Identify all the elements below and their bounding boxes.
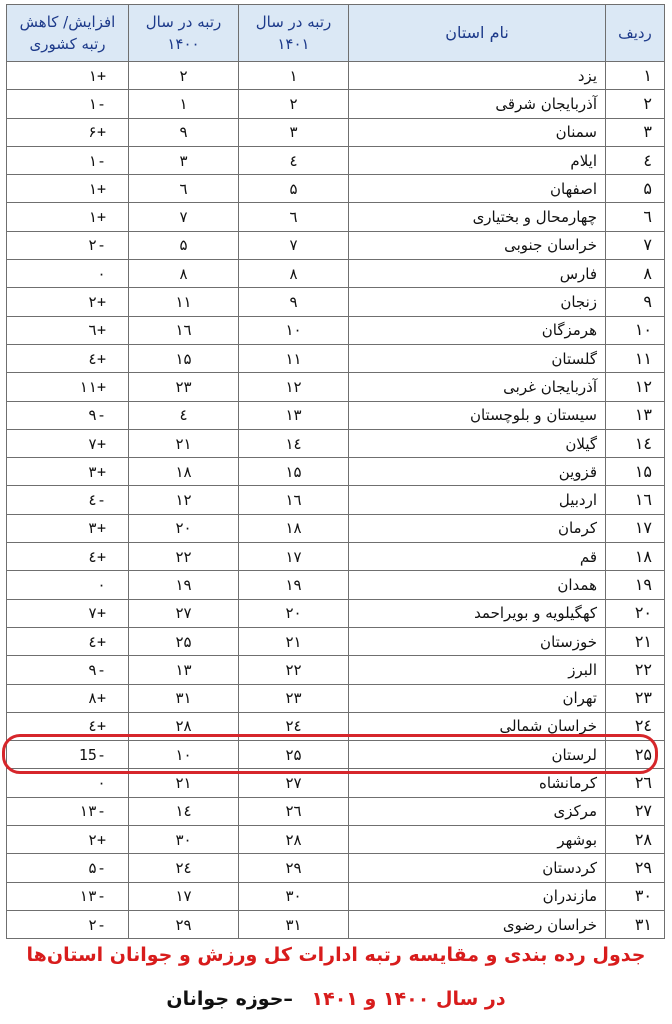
cell-rank-change: +٤ (7, 712, 129, 740)
cell-rank-1401: ۵ (239, 175, 349, 203)
cell-rank-1400: ۱٤ (129, 797, 239, 825)
cell-rank-change: +۳ (7, 514, 129, 542)
cell-province-name: اردبیل (349, 486, 606, 514)
cell-province-name: فارس (349, 260, 606, 288)
cell-rank-1400: ۱۰ (129, 741, 239, 769)
table-row (7, 373, 665, 401)
table-row (7, 486, 665, 514)
header-rank-1401-line1: رتبه در سال (255, 13, 332, 31)
cell-row-number: ۳۱ (606, 910, 665, 938)
cell-rank-change: -۹ (7, 401, 129, 429)
header-row-number: ردیف (606, 5, 665, 62)
cell-rank-1401: ۱۵ (239, 458, 349, 486)
cell-province-name: خراسان جنوبی (349, 231, 606, 259)
cell-province-name: خراسان رضوی (349, 910, 606, 938)
cell-row-number: ۱۱ (606, 344, 665, 372)
cell-rank-1401: ۲۸ (239, 826, 349, 854)
cell-row-number: ۲۱ (606, 627, 665, 655)
cell-row-number: ۳ (606, 118, 665, 146)
cell-row-number: ۱۵ (606, 458, 665, 486)
cell-rank-1400: ۵ (129, 231, 239, 259)
cell-rank-1401: ۲ (239, 90, 349, 118)
cell-rank-1400: ۲۱ (129, 769, 239, 797)
cell-rank-1400: ۲۸ (129, 712, 239, 740)
header-province-name: نام استان (349, 5, 606, 62)
cell-province-name: گیلان (349, 429, 606, 457)
cell-rank-1401: ۷ (239, 231, 349, 259)
table-row (7, 175, 665, 203)
cell-province-name: یزد (349, 62, 606, 90)
cell-rank-change: -۲ (7, 231, 129, 259)
table-row (7, 712, 665, 740)
cell-row-number: ۲۳ (606, 684, 665, 712)
cell-province-name: گلستان (349, 344, 606, 372)
cell-rank-1401: ۲۳ (239, 684, 349, 712)
table-row (7, 769, 665, 797)
cell-rank-1401: ۲۵ (239, 741, 349, 769)
caption-years: در سال ۱۴۰۰ و ۱۴۰۱ (311, 988, 506, 1010)
cell-row-number: ۲۵ (606, 741, 665, 769)
cell-province-name: چهارمحال و بختیاری (349, 203, 606, 231)
header-rank-1401 (239, 5, 349, 62)
cell-rank-change: +۲ (7, 288, 129, 316)
cell-rank-1400: ۳۰ (129, 826, 239, 854)
table-row (7, 429, 665, 457)
header-rank-change (7, 5, 129, 62)
cell-rank-1401: ۱۹ (239, 571, 349, 599)
table-row (7, 627, 665, 655)
cell-row-number: ۱۰ (606, 316, 665, 344)
header-rank-1400 (129, 5, 239, 62)
cell-row-number: ۱٦ (606, 486, 665, 514)
cell-rank-change: ۰ (7, 769, 129, 797)
cell-row-number: ۱۹ (606, 571, 665, 599)
cell-row-number: ۱ (606, 62, 665, 90)
cell-rank-1401: ۱۰ (239, 316, 349, 344)
ranking-table-container (6, 4, 664, 939)
cell-row-number: ۵ (606, 175, 665, 203)
cell-rank-change: -15 (7, 741, 129, 769)
cell-rank-1401: ۱۸ (239, 514, 349, 542)
cell-row-number: ۲۹ (606, 854, 665, 882)
cell-rank-change: -٤ (7, 486, 129, 514)
cell-rank-1400: ۱۱ (129, 288, 239, 316)
cell-rank-1401: ۱۷ (239, 543, 349, 571)
cell-rank-1400: ۲۷ (129, 599, 239, 627)
cell-rank-change: -۱ (7, 90, 129, 118)
cell-rank-1401: ٦ (239, 203, 349, 231)
cell-province-name: ایلام (349, 146, 606, 174)
cell-province-name: آذربایجان شرقی (349, 90, 606, 118)
cell-rank-1400: ۳۱ (129, 684, 239, 712)
cell-row-number: ۱۳ (606, 401, 665, 429)
table-header-row (7, 5, 665, 62)
cell-rank-change: +۸ (7, 684, 129, 712)
cell-rank-1401: ۳۰ (239, 882, 349, 910)
cell-rank-change: ۰ (7, 260, 129, 288)
cell-rank-1400: ۲۵ (129, 627, 239, 655)
cell-row-number: ٦ (606, 203, 665, 231)
table-caption-title: جدول رده بندی و مقایسه رتبه ادارات کل ورزش و جوانان استان‌ها (26, 944, 646, 966)
table-caption-subtitle (0, 988, 672, 1010)
cell-province-name: قزوین (349, 458, 606, 486)
cell-province-name: مازندران (349, 882, 606, 910)
cell-province-name: کهگیلویه و بویراحمد (349, 599, 606, 627)
table-row (7, 741, 665, 769)
cell-rank-change: +۱ (7, 62, 129, 90)
cell-row-number: ۲۸ (606, 826, 665, 854)
cell-rank-change: +٤ (7, 344, 129, 372)
table-row (7, 231, 665, 259)
caption-department: –حوزه جوانان (166, 988, 293, 1010)
cell-rank-change: +۷ (7, 429, 129, 457)
cell-row-number: ۳۰ (606, 882, 665, 910)
table-row (7, 854, 665, 882)
table-row (7, 316, 665, 344)
cell-rank-1400: ۸ (129, 260, 239, 288)
cell-row-number: ٤ (606, 146, 665, 174)
cell-rank-change: -۱۳ (7, 882, 129, 910)
cell-province-name: سمنان (349, 118, 606, 146)
cell-rank-1400: ۷ (129, 203, 239, 231)
cell-rank-1401: ۱۲ (239, 373, 349, 401)
cell-rank-1400: ۱۲ (129, 486, 239, 514)
cell-row-number: ۷ (606, 231, 665, 259)
cell-rank-1400: ۲۳ (129, 373, 239, 401)
table-row (7, 344, 665, 372)
table-body (7, 62, 665, 939)
table-row (7, 146, 665, 174)
table-row (7, 203, 665, 231)
table-row (7, 62, 665, 90)
cell-row-number: ۲٤ (606, 712, 665, 740)
table-row (7, 514, 665, 542)
cell-province-name: مرکزی (349, 797, 606, 825)
cell-rank-1400: ٦ (129, 175, 239, 203)
cell-rank-1401: ۸ (239, 260, 349, 288)
cell-province-name: لرستان (349, 741, 606, 769)
cell-row-number: ۱۲ (606, 373, 665, 401)
table-row (7, 90, 665, 118)
cell-rank-1401: ۹ (239, 288, 349, 316)
cell-rank-1400: ۱۸ (129, 458, 239, 486)
cell-rank-change: -۱ (7, 146, 129, 174)
table-row (7, 882, 665, 910)
cell-rank-1401: ۳۱ (239, 910, 349, 938)
cell-rank-change: ۰ (7, 571, 129, 599)
cell-province-name: خراسان شمالی (349, 712, 606, 740)
cell-rank-1401: ۲۲ (239, 656, 349, 684)
table-row (7, 260, 665, 288)
cell-row-number: ۲٦ (606, 769, 665, 797)
cell-rank-change: -۵ (7, 854, 129, 882)
cell-rank-1401: ۱٦ (239, 486, 349, 514)
cell-rank-change: +۶ (7, 118, 129, 146)
cell-rank-1400: ۱۵ (129, 344, 239, 372)
table-row (7, 118, 665, 146)
table-row (7, 401, 665, 429)
cell-row-number: ۲۰ (606, 599, 665, 627)
cell-rank-1401: ۲۰ (239, 599, 349, 627)
cell-rank-1400: ۲۲ (129, 543, 239, 571)
cell-rank-1400: ۲۰ (129, 514, 239, 542)
cell-rank-change: +٤ (7, 543, 129, 571)
table-row (7, 571, 665, 599)
header-rank-1400-line1: رتبه در سال (145, 13, 222, 31)
cell-rank-1401: ۱ (239, 62, 349, 90)
cell-province-name: سیستان و بلوچستان (349, 401, 606, 429)
cell-rank-1400: ۲۹ (129, 910, 239, 938)
ranking-table (6, 4, 665, 939)
cell-province-name: خوزستان (349, 627, 606, 655)
cell-rank-1401: ۱۳ (239, 401, 349, 429)
cell-province-name: البرز (349, 656, 606, 684)
table-row (7, 797, 665, 825)
cell-rank-change: +۱ (7, 203, 129, 231)
cell-rank-1401: ۱۱ (239, 344, 349, 372)
header-rank-change-line1: افزایش/ کاهش (19, 13, 116, 31)
table-row (7, 288, 665, 316)
table-row (7, 599, 665, 627)
cell-row-number: ۲ (606, 90, 665, 118)
cell-rank-change: +٦ (7, 316, 129, 344)
cell-row-number: ۲۷ (606, 797, 665, 825)
cell-rank-1400: ٤ (129, 401, 239, 429)
table-row (7, 826, 665, 854)
cell-rank-change: +۷ (7, 599, 129, 627)
cell-rank-change: -۹ (7, 656, 129, 684)
cell-rank-1401: ۲٤ (239, 712, 349, 740)
cell-rank-1400: ۳ (129, 146, 239, 174)
cell-rank-1400: ۱۳ (129, 656, 239, 684)
cell-rank-change: +٤ (7, 627, 129, 655)
cell-rank-1401: ٤ (239, 146, 349, 174)
cell-row-number: ۲۲ (606, 656, 665, 684)
cell-rank-change: +۱ (7, 175, 129, 203)
cell-rank-1401: ۲۹ (239, 854, 349, 882)
cell-row-number: ۱۷ (606, 514, 665, 542)
table-row (7, 684, 665, 712)
cell-rank-1400: ۱۷ (129, 882, 239, 910)
cell-rank-1401: ۳ (239, 118, 349, 146)
header-rank-change-line2: رتبه کشوری (29, 35, 106, 53)
cell-rank-1400: ۹ (129, 118, 239, 146)
cell-rank-change: -۲ (7, 910, 129, 938)
cell-rank-1400: ۲۱ (129, 429, 239, 457)
cell-rank-1401: ۱٤ (239, 429, 349, 457)
cell-province-name: بوشهر (349, 826, 606, 854)
cell-rank-1400: ۲٤ (129, 854, 239, 882)
cell-rank-change: +۱۱ (7, 373, 129, 401)
cell-rank-1400: ۲ (129, 62, 239, 90)
cell-row-number: ۹ (606, 288, 665, 316)
cell-row-number: ۱۸ (606, 543, 665, 571)
cell-province-name: تهران (349, 684, 606, 712)
cell-rank-1400: ۱ (129, 90, 239, 118)
table-row (7, 458, 665, 486)
cell-rank-1401: ۲٦ (239, 797, 349, 825)
table-row (7, 656, 665, 684)
cell-rank-1401: ۲۷ (239, 769, 349, 797)
header-rank-1400-line2: ۱۴۰۰ (167, 35, 200, 53)
header-rank-1401-line2: ۱۴۰۱ (277, 35, 310, 53)
cell-province-name: هرمزگان (349, 316, 606, 344)
cell-province-name: آذربایجان غربی (349, 373, 606, 401)
cell-rank-change: +۲ (7, 826, 129, 854)
table-row (7, 543, 665, 571)
cell-province-name: کرمانشاه (349, 769, 606, 797)
cell-row-number: ۱٤ (606, 429, 665, 457)
cell-rank-1400: ۱۹ (129, 571, 239, 599)
cell-province-name: کردستان (349, 854, 606, 882)
cell-province-name: قم (349, 543, 606, 571)
cell-province-name: اصفهان (349, 175, 606, 203)
cell-province-name: همدان (349, 571, 606, 599)
cell-province-name: کرمان (349, 514, 606, 542)
cell-rank-change: +۳ (7, 458, 129, 486)
cell-province-name: زنجان (349, 288, 606, 316)
cell-rank-1400: ۱٦ (129, 316, 239, 344)
cell-rank-change: -۱۳ (7, 797, 129, 825)
table-row (7, 910, 665, 938)
cell-rank-1401: ۲۱ (239, 627, 349, 655)
cell-row-number: ۸ (606, 260, 665, 288)
